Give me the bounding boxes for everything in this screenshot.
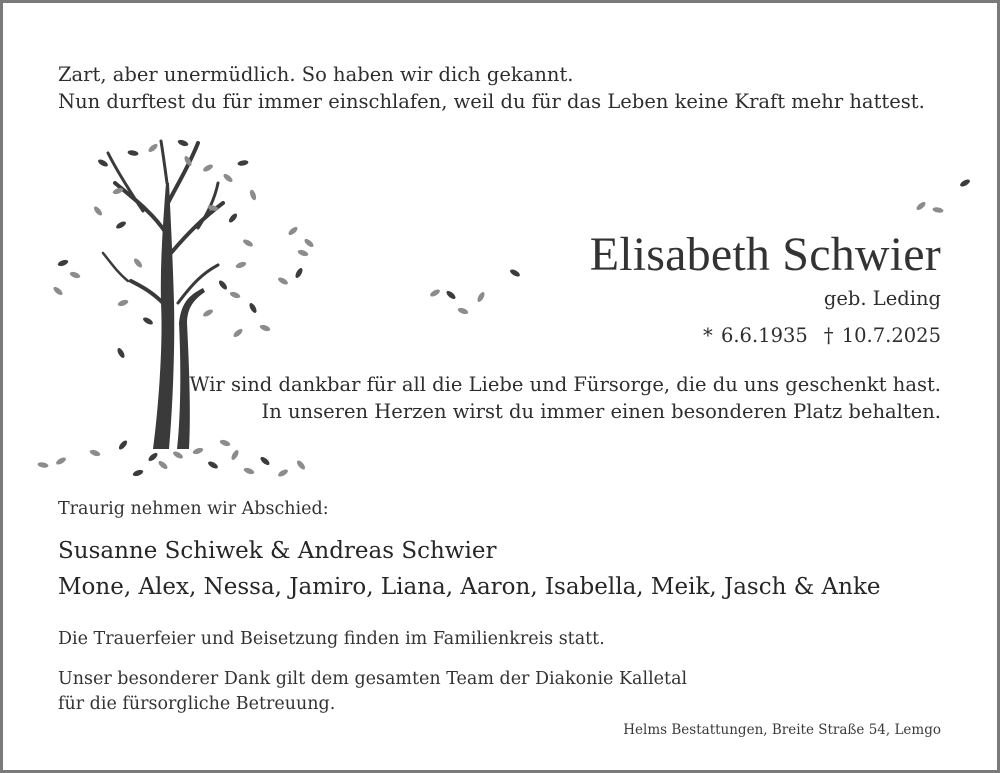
birth-date: * 6.6.1935 <box>703 324 808 347</box>
leaf-icon <box>202 308 214 318</box>
life-dates <box>703 324 941 347</box>
leaf-icon <box>192 447 204 456</box>
leaf-icon <box>249 189 258 201</box>
leaf-icon <box>147 451 159 462</box>
funeral-home: Helms Bestattungen, Breite Straße 54, Lemgo <box>623 722 941 738</box>
deceased-name: Elisabeth Schwier <box>589 228 941 281</box>
acknowledgement-line: Unser besonderer Dank gilt dem gesamten Team der Diakonie Kalletal <box>58 669 688 689</box>
leaf-icon <box>37 461 49 468</box>
leaf-icon <box>230 449 240 461</box>
leaf-icon <box>476 291 486 303</box>
leaf-icon <box>132 469 144 478</box>
death-date: † 10.7.2025 <box>823 324 941 347</box>
leaf-icon <box>207 460 219 470</box>
leaf-icon <box>429 288 441 298</box>
leaf-icon <box>915 200 927 211</box>
mourners-line: Mone, Alex, Nessa, Jamiro, Liana, Aaron, Isabella, Meik, Jasch & Anke <box>58 574 881 600</box>
leaf-icon <box>177 139 189 148</box>
leaf-icon <box>959 178 971 188</box>
leaf-icon <box>222 172 234 183</box>
leaf-icon <box>277 468 289 478</box>
leaf-icon <box>116 347 126 359</box>
leaf-icon <box>115 220 127 230</box>
leaf-icon <box>277 276 289 286</box>
leaf-icon <box>295 459 306 471</box>
leaf-icon <box>932 206 944 213</box>
leaf-icon <box>227 212 238 224</box>
leaf-icon <box>89 449 101 458</box>
leaf-icon <box>232 327 244 338</box>
leaf-icon <box>202 163 214 173</box>
leaf-icon <box>142 316 154 326</box>
acknowledgement-line: für die fürsorgliche Betreuung. <box>58 694 336 714</box>
leaf-icon <box>127 149 139 156</box>
leaf-icon <box>248 302 258 314</box>
maiden-name: geb. Leding <box>823 287 941 310</box>
leaf-icon <box>287 225 299 236</box>
farewell-intro: Traurig nehmen wir Abschied: <box>58 499 329 519</box>
leaf-icon <box>117 299 129 308</box>
poem <box>58 61 925 115</box>
leaf-icon <box>259 455 271 466</box>
leaf-icon <box>69 271 81 280</box>
thanks-text <box>190 371 941 425</box>
leaf-icon <box>303 237 315 248</box>
leaf-icon <box>117 439 128 451</box>
mourners-line: Susanne Schiwek & Andreas Schwier <box>58 538 497 564</box>
leaf-icon <box>243 467 255 476</box>
thanks-line: Wir sind dankbar für all die Liebe und Fürsorge, die du uns geschenkt hast. <box>189 373 941 396</box>
leaf-icon <box>147 142 159 153</box>
leaf-icon <box>259 324 271 333</box>
leaf-icon <box>445 289 457 300</box>
leaf-icon <box>242 238 254 248</box>
poem-line: Nun durftest du für immer einschlafen, weil du für das Leben keine Kraft mehr hattest. <box>58 90 925 113</box>
leaf-icon <box>217 279 228 291</box>
leaf-icon <box>92 205 103 217</box>
leaf-icon <box>97 158 109 168</box>
leaf-icon <box>57 259 69 268</box>
leaf-icon <box>235 261 247 270</box>
leaf-icon <box>55 456 67 466</box>
leaf-icon <box>132 257 143 269</box>
poem-line: Zart, aber unermüdlich. So haben wir dich gekannt. <box>58 63 574 86</box>
leaf-icon <box>157 459 169 470</box>
leaf-icon <box>229 291 241 300</box>
leaf-icon <box>237 159 249 166</box>
leaf-icon <box>457 307 469 316</box>
acknowledgement <box>58 667 687 717</box>
leaf-icon <box>294 267 304 279</box>
leaf-icon <box>52 285 64 296</box>
leaf-icon <box>297 249 309 258</box>
leaf-icon <box>509 268 521 278</box>
leaf-icon <box>219 439 231 448</box>
leaf-icon <box>172 450 184 460</box>
thanks-line: In unseren Herzen wirst du immer einen besonderen Platz behalten. <box>261 400 941 423</box>
ceremony-note: Die Trauerfeier und Beisetzung finden im Familienkreis statt. <box>58 629 605 649</box>
